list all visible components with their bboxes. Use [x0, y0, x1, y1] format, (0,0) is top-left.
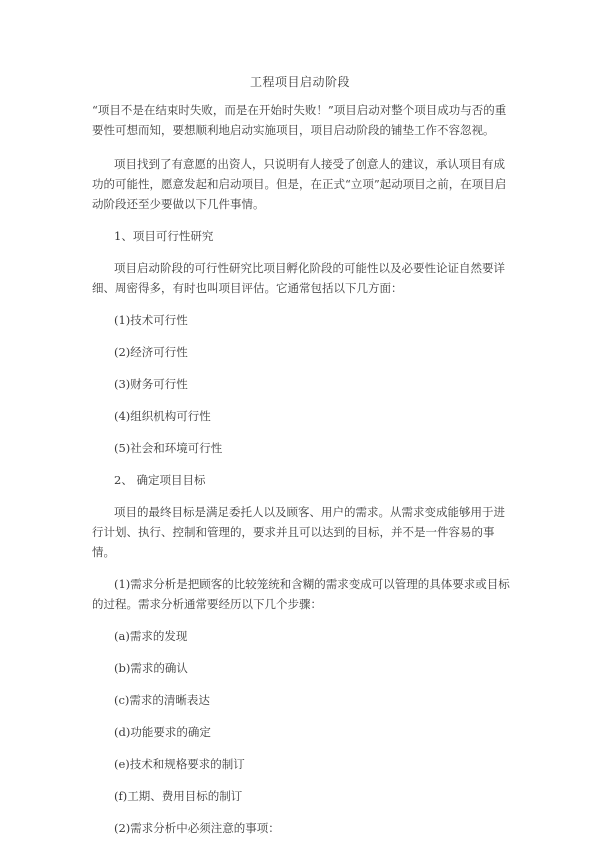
list-item-feasibility: (4)组织机构可行性: [114, 409, 211, 423]
list-item-feasibility: (2)经济可行性: [114, 345, 188, 359]
list-item-feasibility: (1)技术可行性: [114, 313, 188, 327]
page-title: 工程项目启动阶段: [249, 75, 350, 89]
intro-paragraph: “项目不是在结束时失败，而是在开始时失败！”项目启动对整个项目成功与否的重要性可想而知，要想顺利地启动实施项目，项目启动阶段的铺垫工作不容忽视。: [92, 103, 507, 137]
list-item-requirement-step: (c)需求的清晰表达: [114, 693, 210, 707]
list-item-requirement-step: (e)技术和规格要求的制订: [114, 757, 245, 771]
requirements-analysis-paragraph: (1)需求分析是把顾客的比较笼统和含糊的需求变成可以管理的具体要求或目标的过程。需求分析通常要经历以下几个步骤：: [92, 577, 510, 611]
section-heading-feasibility: 1、项目可行性研究: [114, 229, 214, 243]
list-item-requirement-step: (b)需求的确认: [114, 661, 188, 675]
list-item-requirement-step: (f)工期、费用目标的制订: [114, 789, 243, 803]
document-body: [92, 100, 512, 850]
requirements-notes-heading: (2)需求分析中必须注意的事项：: [114, 821, 280, 835]
section-heading-objectives: 2、 确定项目目标: [114, 473, 206, 487]
list-item-feasibility: (5)社会和环境可行性: [114, 441, 223, 455]
list-item-feasibility: (3)财务可行性: [114, 377, 188, 391]
context-paragraph: 项目找到了有意愿的出资人，只说明有人接受了创意人的建议，承认项目有成功的可能性，愿意发起和启动项目。但是，在正式“立项”起动项目之前，在项目启动阶段还至少要做以下几件事情。: [92, 157, 507, 211]
feasibility-paragraph: 项目启动阶段的可行性研究比项目孵化阶段的可能性以及必要性论证自然要详细、周密得多，有时也叫项目评估。它通常包括以下几方面：: [92, 261, 505, 295]
list-item-requirement-step: (a)需求的发现: [114, 629, 188, 643]
objectives-paragraph: 项目的最终目标是满足委托人以及顾客、用户的需求。从需求变成能够用于进行计划、执行、控制和管理的，要求并且可以达到的目标，并不是一件容易的事情。: [92, 505, 505, 559]
list-item-requirement-step: (d)功能要求的确定: [114, 725, 211, 739]
